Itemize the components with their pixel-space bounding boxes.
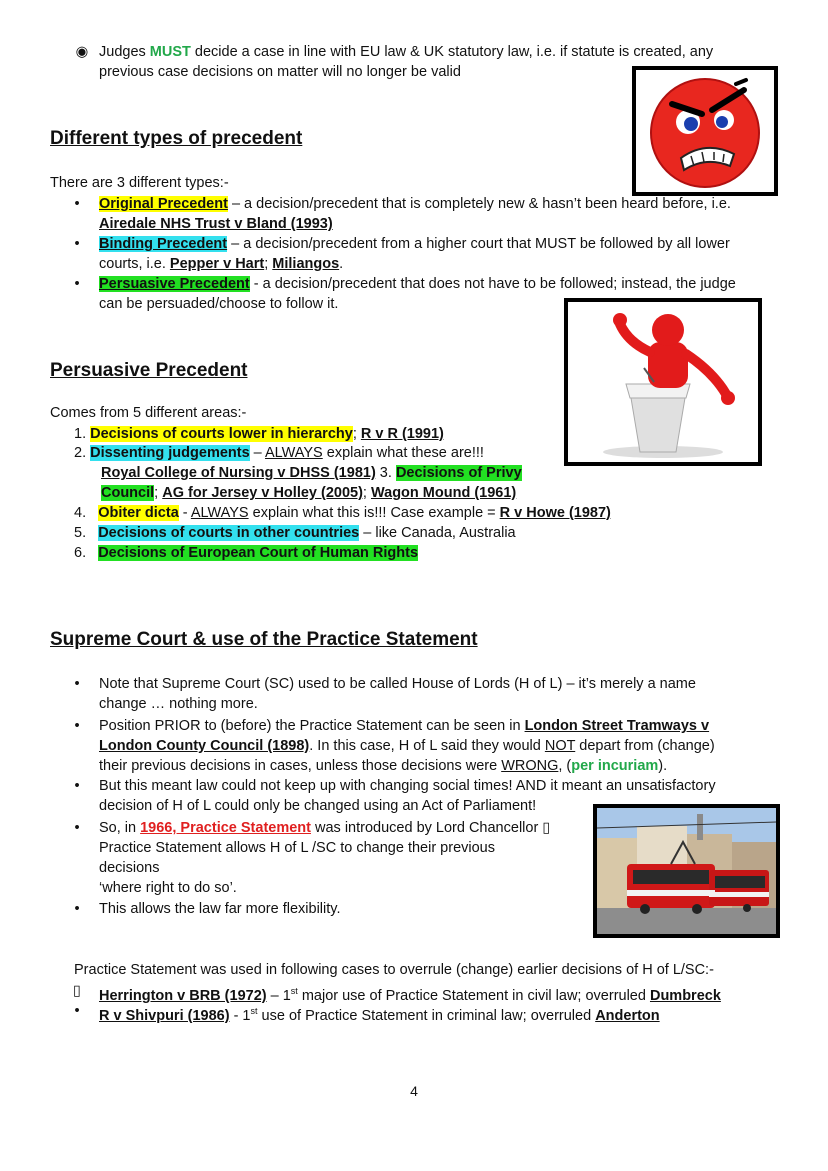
sc-bullet2-line1: Position PRIOR to (before) the Practice Statement can be seen in London Street Tramways v bbox=[99, 718, 710, 734]
speaker-at-podium-icon bbox=[568, 302, 758, 462]
bullet-icon: • bbox=[74, 820, 80, 836]
area-item-4: 4. Obiter dicta - ALWAYS explain what this is!!! Case example = R v Howe (1987) bbox=[74, 505, 611, 521]
top-bullet-line2: previous case decisions on matter will no longer be valid bbox=[99, 64, 461, 80]
page-number: 4 bbox=[410, 1083, 418, 1099]
sc-bullet5: This allows the law far more flexibility. bbox=[99, 901, 341, 917]
checkbox-glyph-icon: ▯ bbox=[73, 983, 81, 999]
bullet-icon: • bbox=[74, 676, 80, 692]
tram-icon bbox=[597, 808, 776, 934]
ps-intro: Practice Statement was used in following cases to overrule (change) earlier decisions of H of L/SC:- bbox=[74, 962, 714, 978]
angry-face-image bbox=[632, 66, 778, 196]
bullet-icon: • bbox=[74, 718, 80, 734]
sc-bullet4-line4: ‘where right to do so’. bbox=[99, 880, 237, 896]
bullet-icon: • bbox=[74, 276, 80, 292]
types-intro: There are 3 different types:- bbox=[50, 175, 229, 191]
angry-face-icon bbox=[636, 70, 774, 192]
areas-intro: Comes from 5 different areas:- bbox=[50, 405, 247, 421]
original-precedent-case: Airedale NHS Trust v Bland (1993) bbox=[99, 216, 333, 232]
heading-persuasive-precedent: Persuasive Precedent bbox=[50, 360, 248, 381]
area-item-3-cases: Council; AG for Jersey v Holley (2005); Wagon Mound (1961) bbox=[101, 485, 517, 501]
area-item-5: 5. Decisions of courts in other countries – like Canada, Australia bbox=[74, 525, 516, 541]
sc-bullet4-line1: So, in 1966, Practice Statement was introduced by Lord Chancellor ▯ bbox=[99, 820, 551, 836]
sc-bullet1-line1: Note that Supreme Court (SC) used to be called House of Lords (H of L) – it’s merely a name bbox=[99, 676, 696, 692]
original-precedent-line1: Original Precedent – a decision/precedent that is completely new & hasn’t been heard before, i.e. bbox=[99, 196, 731, 212]
speaker-podium-image bbox=[564, 298, 762, 466]
bullet-icon: • bbox=[74, 196, 80, 212]
bullet-icon: • bbox=[74, 1003, 80, 1019]
sc-bullet3-line2: decision of H of L could only be changed using an Act of Parliament! bbox=[99, 798, 537, 814]
area-item-2: 2. Dissenting judgements – ALWAYS explain what these are!!! bbox=[74, 445, 484, 461]
area-item-2-cases: Royal College of Nursing v DHSS (1981) 3. Decisions of Privy bbox=[101, 465, 522, 481]
sc-bullet4-line3: decisions bbox=[99, 860, 160, 876]
binding-precedent-line1: Binding Precedent – a decision/precedent from a higher court that MUST be followed by all lower bbox=[99, 236, 730, 252]
sc-bullet2-line2: London County Council (1898). In this case, H of L said they would NOT depart from (change) bbox=[99, 738, 715, 754]
persuasive-precedent-line2: can be persuaded/choose to follow it. bbox=[99, 296, 339, 312]
sc-bullet4-line2: Practice Statement allows H of L /SC to change their previous bbox=[99, 840, 495, 856]
sc-bullet2-line3: their previous decisions in cases, unless those decisions were WRONG, (per incuriam). bbox=[99, 758, 668, 774]
ps-case-herrington: Herrington v BRB (1972) – 1st major use of Practice Statement in civil law; overruled Dumbreck bbox=[99, 986, 721, 1004]
tram-photo bbox=[593, 804, 780, 938]
bullet-icon: • bbox=[74, 901, 80, 917]
top-bullet-line1: Judges MUST decide a case in line with EU law & UK statutory law, i.e. if statute is created, any bbox=[99, 44, 714, 60]
area-item-6: 6. Decisions of European Court of Human Rights bbox=[74, 545, 419, 561]
radio-bullet-icon: ◉ bbox=[75, 44, 89, 60]
bullet-icon: • bbox=[74, 236, 80, 252]
heading-types-of-precedent: Different types of precedent bbox=[50, 128, 303, 149]
sc-bullet3-line1: But this meant law could not keep up with changing social times! AND it meant an unsatisfactory bbox=[99, 778, 716, 794]
sc-bullet1-line2: change … nothing more. bbox=[99, 696, 258, 712]
binding-precedent-line2: courts, i.e. Pepper v Hart; Miliangos. bbox=[99, 256, 344, 272]
bullet-icon: • bbox=[74, 778, 80, 794]
persuasive-precedent-line1: Persuasive Precedent - a decision/precedent that does not have to be followed; instead, the judge bbox=[99, 276, 736, 292]
area-item-1: 1. Decisions of courts lower in hierarchy; R v R (1991) bbox=[74, 426, 444, 442]
ps-case-shivpuri: R v Shivpuri (1986) - 1st use of Practice Statement in criminal law; overruled Anderton bbox=[99, 1006, 660, 1024]
heading-supreme-court: Supreme Court & use of the Practice Statement bbox=[50, 629, 478, 650]
